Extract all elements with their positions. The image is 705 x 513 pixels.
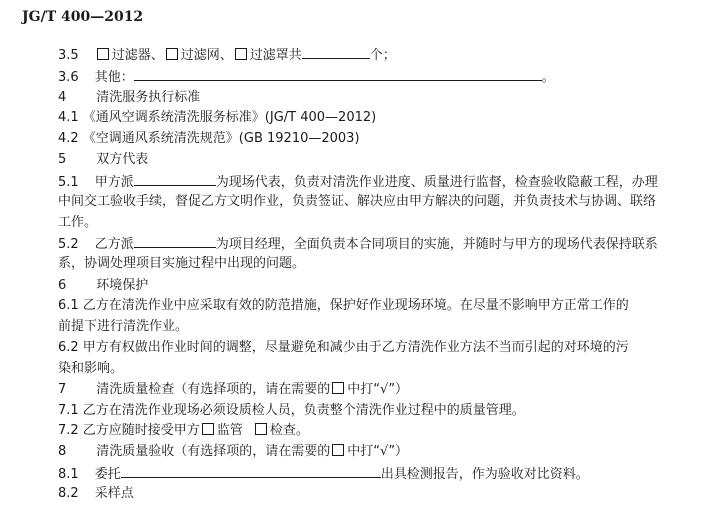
standard-code-header: JG/T 400—2012 bbox=[22, 9, 144, 25]
clause-number: 8.2 bbox=[58, 486, 79, 501]
section-8-heading bbox=[58, 444, 408, 460]
section-title: 双方代表 bbox=[96, 152, 149, 167]
section-7-heading bbox=[58, 382, 408, 398]
clause-6-1-line2: 前提下进行清洗作业。 bbox=[58, 319, 189, 334]
count-blank[interactable] bbox=[302, 46, 370, 59]
clause-number: 5.1 bbox=[58, 175, 79, 190]
clause-4-1: 4.1 《通风空调系统清洗服务标准》(JG/T 400—2012) bbox=[58, 110, 377, 125]
other-label: 其他： bbox=[94, 70, 134, 85]
filter-cover-label: 过滤罩共 bbox=[249, 48, 302, 63]
clause-text: 7.2 乙方应随时接受甲方 bbox=[58, 423, 200, 438]
section-title: 清洗质量验收（有选择项的，请在需要的 bbox=[96, 444, 331, 459]
checkbox-icon bbox=[332, 444, 344, 456]
section-number: 5 bbox=[58, 152, 67, 167]
checkbox-icon[interactable] bbox=[166, 48, 178, 60]
checkbox-icon[interactable] bbox=[202, 423, 214, 435]
clause-6-1-line1: 6.1 乙方在清洗作业中应采取有效的防范措施，保护好作业现场环境。在尽量不影响甲方正常工作的 bbox=[58, 298, 629, 313]
checkbox-icon bbox=[332, 382, 344, 394]
supervise-label: 监管 bbox=[216, 423, 243, 438]
clause-5-1-line2: 中间交工验收手续，督促乙方文明作业，负责签证、解决应由甲方解决的问题，并负责技术与协调、联络 bbox=[58, 194, 657, 209]
section-6-heading bbox=[58, 278, 148, 294]
entrust-label: 委托 bbox=[94, 467, 121, 482]
clause-number: 3.5 bbox=[58, 48, 79, 63]
section-number: 7 bbox=[58, 382, 67, 397]
clause-number: 5.2 bbox=[58, 237, 79, 252]
clause-text: 为项目经理，全面负责本合同项目的实施，并随时与甲方的现场代表保持联系 bbox=[215, 237, 658, 252]
filter-label: 过滤器、 bbox=[111, 48, 164, 63]
clause-text: 为现场代表，负责对清洗作业进度、质量进行监督，检查验收隐蔽工程，办理 bbox=[215, 175, 658, 190]
clause-8-1 bbox=[58, 465, 589, 483]
section-title-suffix: 中打“√”） bbox=[347, 444, 409, 459]
clause-text: 出具检测报告，作为验收对比资料。 bbox=[380, 467, 589, 482]
clause-4-2: 4.2 《空调通风系统清洗规范》(GB 19210—2003) bbox=[58, 131, 360, 146]
clause-7-1: 7.1 乙方在清洗作业现场必须设质检人员，负责整个清洗作业过程中的质量管理。 bbox=[58, 403, 525, 418]
clause-6-2-line2: 染和影响。 bbox=[58, 361, 124, 376]
section-4-heading bbox=[58, 90, 200, 106]
section-number: 4 bbox=[58, 90, 67, 105]
party-b-rep-blank[interactable] bbox=[134, 235, 216, 248]
clause-8-2 bbox=[58, 486, 134, 502]
clause-3-6 bbox=[58, 68, 555, 86]
clause-title: 采样点 bbox=[94, 486, 134, 501]
checkbox-icon[interactable] bbox=[97, 48, 109, 60]
section-title: 清洗质量检查（有选择项的，请在需要的 bbox=[96, 382, 331, 397]
clause-6-2-line1: 6.2 甲方有权做出作业时间的调整，尽量避免和减少由于乙方清洗作业方法不当而引起的对环境的污 bbox=[58, 340, 629, 355]
party-a-label: 甲方派 bbox=[94, 175, 134, 190]
checkbox-icon[interactable] bbox=[255, 423, 267, 435]
clause-5-1-line1 bbox=[58, 173, 658, 191]
clause-number: 8.1 bbox=[58, 467, 79, 482]
section-number: 8 bbox=[58, 444, 67, 459]
clause-number: 3.6 bbox=[58, 70, 79, 85]
checkbox-icon[interactable] bbox=[235, 48, 247, 60]
party-b-label: 乙方派 bbox=[94, 237, 134, 252]
section-5-heading bbox=[58, 152, 148, 168]
unit-label: 个； bbox=[369, 48, 396, 63]
clause-5-2-line1 bbox=[58, 235, 658, 253]
period: 。 bbox=[541, 70, 555, 85]
clause-5-1-line3: 工作。 bbox=[58, 215, 98, 230]
clause-7-2 bbox=[58, 423, 309, 439]
other-blank[interactable] bbox=[134, 68, 542, 81]
clause-5-2-line2: 系，协调处理项目实施过程中出现的问题。 bbox=[58, 256, 306, 271]
section-number: 6 bbox=[58, 278, 67, 293]
party-a-rep-blank[interactable] bbox=[134, 173, 216, 186]
section-title: 环境保护 bbox=[96, 278, 149, 293]
inspect-label: 检查。 bbox=[269, 423, 309, 438]
filter-net-label: 过滤网、 bbox=[180, 48, 233, 63]
section-title: 清洗服务执行标准 bbox=[96, 90, 201, 105]
section-title-suffix: 中打“√”） bbox=[347, 382, 409, 397]
clause-3-5 bbox=[58, 46, 396, 64]
entrust-blank[interactable] bbox=[121, 465, 381, 478]
